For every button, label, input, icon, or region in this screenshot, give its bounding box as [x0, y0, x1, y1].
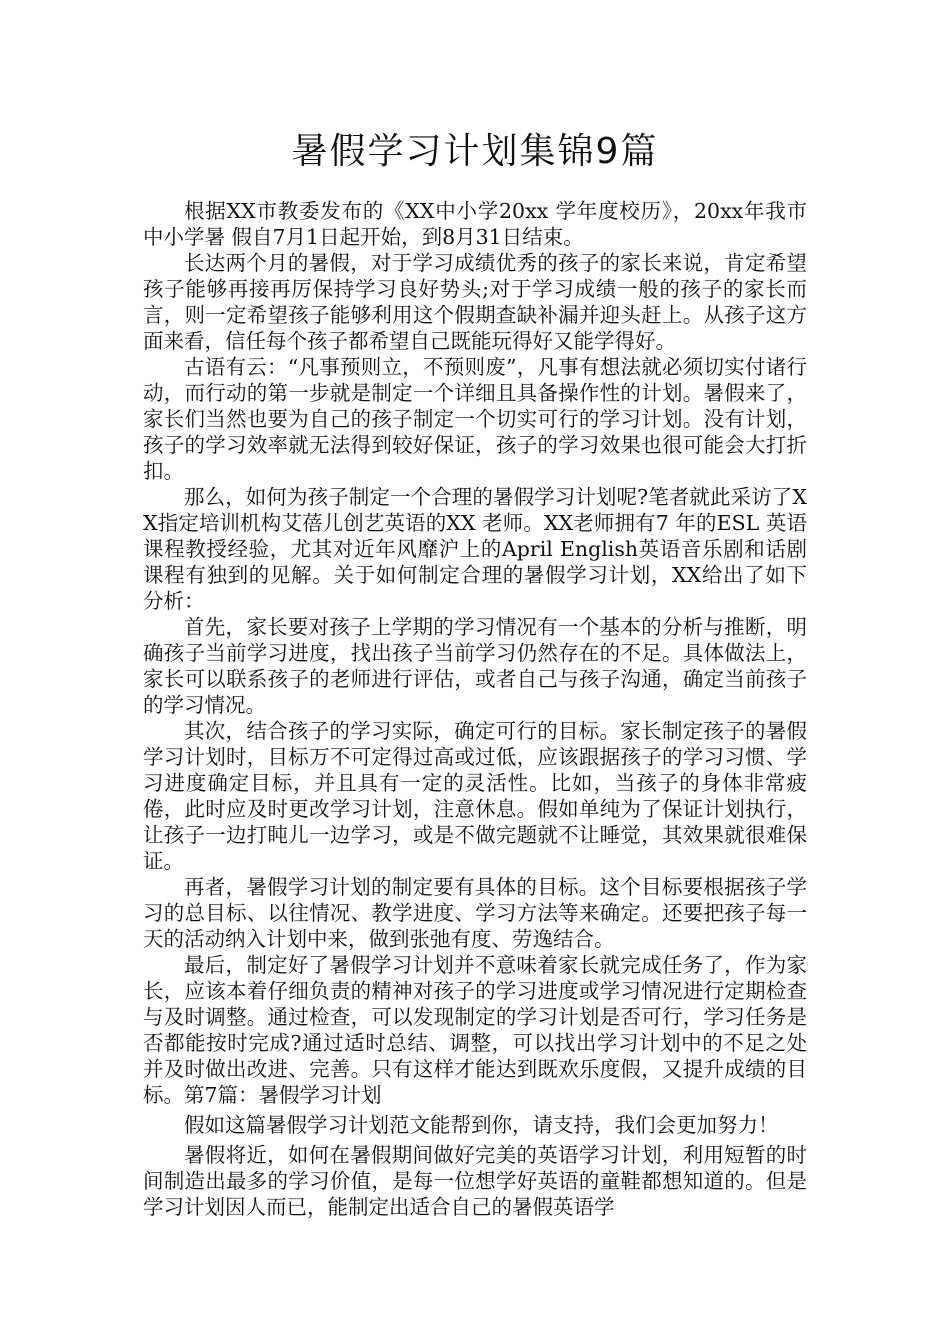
paragraph-plan-ahead: 古语有云：“凡事预则立，不预则废”，凡事有想法就必须切实付诸行动，而行动的第一步就是制定一个详细且具备操作性的计划。暑假来了，家长们当然也要为自己的孩子制定一个切实可行的学习计划。没有计划，孩子的学习效率就无法得到较好保证，孩子的学习效果也很可能会大打折扣。 — [143, 355, 807, 483]
paragraph-final-step: 最后，制定好了暑假学习计划并不意味着家长就完成任务了，作为家长，应该本着仔细负责的精神对孩子的学习进度或学习情况进行定期检查与及时调整。通过检查，可以发现制定的学习计划是否可行，学习任务是否都能按时完成?通过适时总结、调整，可以找出学习计划中的不足之处并及时做出改进、完善。只有这样才能达到既欢乐度假，又提升成绩的目标。第7篇：暑假学习计划 — [143, 953, 807, 1107]
paragraph-english-plan: 暑假将近，如何在暑假期间做好完美的英语学习计划，利用短暂的时间制造出最多的学习价值，是每一位想学好英语的童鞋都想知道的。但是学习计划因人而已，能制定出适合自己的暑假英语学 — [143, 1143, 807, 1219]
document-body — [143, 198, 807, 1220]
paragraph-support-note: 假如这篇暑假学习计划范文能帮到你，请支持，我们会更加努力！ — [184, 1113, 779, 1137]
paragraph-interview: 那么，如何为孩子制定一个合理的暑假学习计划呢?笔者就此采访了XX指定培训机构艾蓓儿创艺英语的XX 老师。XX老师拥有7 年的ESL 英语课程教授经验，尤其对近年风靡沪上的April English英语音乐剧和话剧课程有独到的见解。关于如何制定合理的暑假学习计划，XX给出了如下分析： — [143, 485, 807, 613]
document-title: 暑假学习计划集锦9篇 — [291, 131, 659, 172]
paragraph-third-step: 再者，暑假学习计划的制定要有具体的目标。这个目标要根据孩子学习的总目标、以往情况、教学进度、学习方法等来确定。还要把孩子每一天的活动纳入计划中来，做到张弛有度、劳逸结合。 — [143, 875, 807, 951]
paragraph-two-month-holiday: 长达两个月的暑假，对于学习成绩优秀的孩子的家长来说，肯定希望孩子能够再接再厉保持学习良好势头;对于学习成绩一般的孩子的家长而言，则一定希望孩子能够利用这个假期查缺补漏并迎头赶上。从孩子这方面来看，信任每个孩子都希望自己既能玩得好又能学得好。 — [143, 251, 807, 353]
paragraph-first-step: 首先，家长要对孩子上学期的学习情况有一个基本的分析与推断，明确孩子当前学习进度，找出孩子当前学习仍然存在的不足。具体做法上，家长可以联系孩子的老师进行评估，或者自己与孩子沟通，确定当前孩子的学习情况。 — [143, 615, 807, 717]
paragraph-second-step: 其次，结合孩子的学习实际，确定可行的目标。家长制定孩子的暑假学习计划时，目标万不可定得过高或过低，应该跟据孩子的学习习惯、学习进度确定目标，并且具有一定的灵活性。比如，当孩子的身体非常疲倦，此时应及时更改学习计划，注意休息。假如单纯为了保证计划执行，让孩子一边打盹儿一边学习，或是不做完题就不让睡觉，其效果就很难保证。 — [143, 719, 807, 873]
paragraph-school-calendar: 根据XX市教委发布的《XX中小学20xx 学年度校历》，20xx年我市中小学暑 假自7月1日起开始，到8月31日结束。 — [143, 199, 807, 249]
